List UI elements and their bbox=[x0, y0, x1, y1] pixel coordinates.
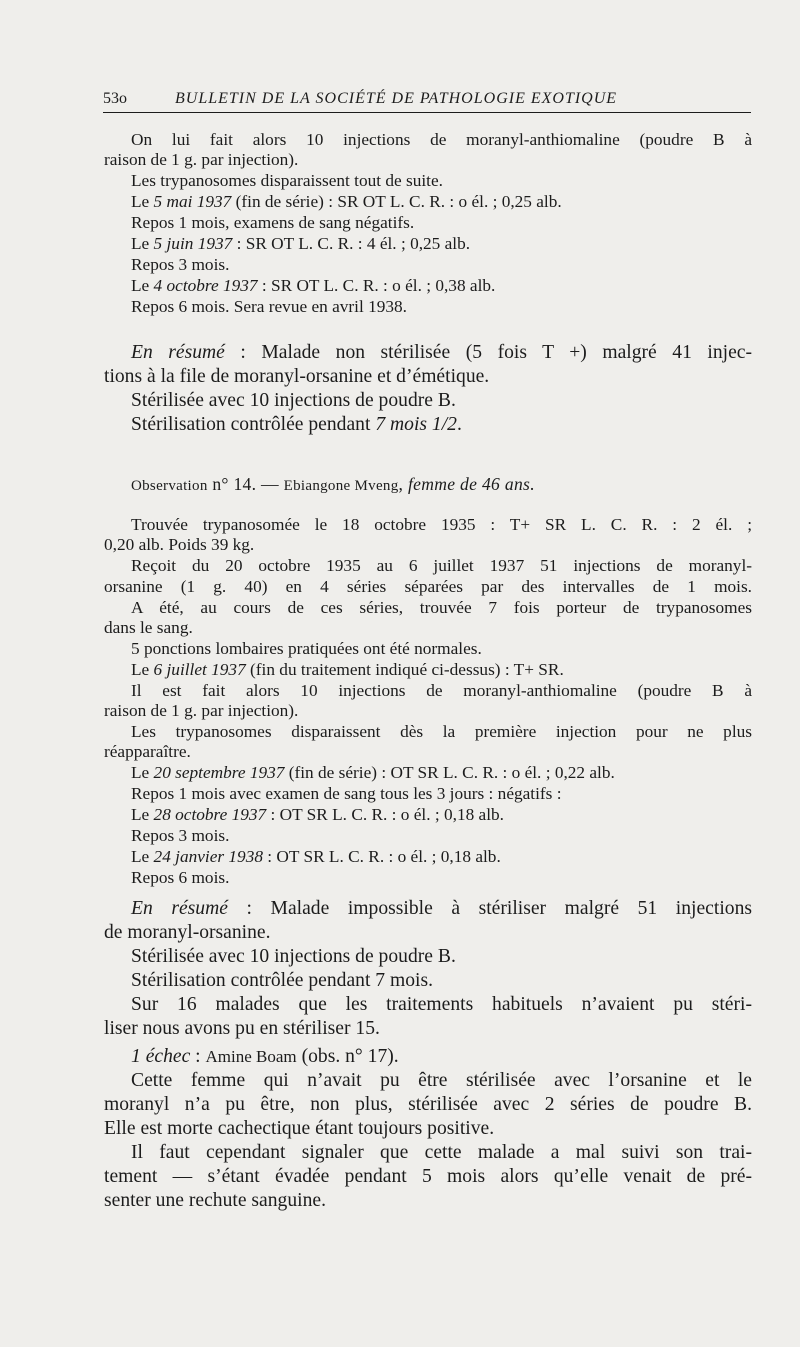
text-line: Le 6 juillet 1937 (fin du traitement indiqué ci-dessus) : T+ SR. bbox=[131, 660, 564, 679]
text-line: Repos 3 mois. bbox=[131, 826, 230, 845]
summary-line: Stérilisée avec 10 injections de poudre B. bbox=[131, 390, 456, 411]
summary-line: moranyl n’a pu être, non plus, stérilisée avec 2 séries de poudre B. bbox=[104, 1094, 752, 1115]
text-line: Trouvée trypanosomée le 18 octobre 1935 : T+ SR L. C. R. : 2 él. ; bbox=[131, 515, 752, 534]
text-line: Repos 6 mois. bbox=[131, 868, 230, 887]
text-line: Le 5 juin 1937 : SR OT L. C. R. : 4 él. ; 0,25 alb. bbox=[131, 234, 471, 253]
text-line: Le 24 janvier 1938 : OT SR L. C. R. : o él. ; 0,18 alb. bbox=[131, 847, 501, 866]
observation-heading: Observation n° 14. — Ebiangone Mveng, femme de 46 ans. bbox=[131, 474, 535, 494]
text-line: Les trypanosomes disparaissent dès la première injection pour ne plus bbox=[131, 722, 752, 741]
text-line: 0,20 alb. Poids 39 kg. bbox=[104, 535, 255, 554]
summary-line: 1 échec : Amine Boam (obs. n° 17). bbox=[131, 1046, 399, 1067]
text-line: Repos 1 mois avec examen de sang tous les 3 jours : négatifs : bbox=[131, 784, 562, 803]
text-line: Reçoit du 20 octobre 1935 au 6 juillet 1937 51 injections de moranyl- bbox=[131, 556, 752, 575]
text-line: Repos 1 mois, examens de sang négatifs. bbox=[131, 213, 415, 232]
summary-line: Elle est morte cachectique étant toujours positive. bbox=[104, 1118, 495, 1139]
text-line: 5 ponctions lombaires pratiquées ont été normales. bbox=[131, 639, 482, 658]
summary-line: Cette femme qui n’avait pu être stérilisée avec l’orsanine et le bbox=[131, 1070, 752, 1091]
text-line: Il est fait alors 10 injections de moranyl-anthiomaline (poudre B à bbox=[131, 681, 752, 700]
summary-line: Il faut cependant signaler que cette malade a mal suivi son trai- bbox=[131, 1142, 752, 1163]
page-header bbox=[103, 88, 751, 113]
text-line: On lui fait alors 10 injections de moranyl-anthiomaline (poudre B à bbox=[131, 130, 752, 149]
running-title: BULLETIN DE LA SOCIÉTÉ DE PATHOLOGIE EXOTIQUE bbox=[175, 90, 618, 107]
summary-line: Stérilisation contrôlée pendant 7 mois. bbox=[131, 970, 434, 991]
summary-line: tement — s’étant évadée pendant 5 mois alors qu’elle venait de pré- bbox=[104, 1166, 752, 1187]
text-line: dans le sang. bbox=[104, 618, 193, 637]
text-line: Les trypanosomes disparaissent tout de suite. bbox=[131, 171, 443, 190]
summary-line: senter une rechute sanguine. bbox=[104, 1190, 326, 1211]
summary-line: Stérilisation contrôlée pendant 7 mois 1/2. bbox=[131, 414, 462, 435]
text-line: réapparaître. bbox=[104, 742, 191, 761]
text-line: raison de 1 g. par injection). bbox=[104, 701, 299, 720]
summary-line: liser nous avons pu en stériliser 15. bbox=[104, 1018, 380, 1039]
text-line: Le 4 octobre 1937 : SR OT L. C. R. : o él. ; 0,38 alb. bbox=[131, 276, 496, 295]
summary-line: En résumé : Malade non stérilisée (5 fois T +) malgré 41 injec- bbox=[131, 342, 752, 363]
text-line: A été, au cours de ces séries, trouvée 7 fois porteur de trypanosomes bbox=[131, 598, 752, 617]
summary-line: En résumé : Malade impossible à stériliser malgré 51 injections bbox=[131, 898, 752, 919]
text-line: raison de 1 g. par injection). bbox=[104, 150, 299, 169]
summary-line: de moranyl-orsanine. bbox=[104, 922, 271, 943]
summary-line: Sur 16 malades que les traitements habituels n’avaient pu stéri- bbox=[131, 994, 752, 1015]
text-line: orsanine (1 g. 40) en 4 séries séparées par des intervalles de 1 mois. bbox=[104, 577, 752, 596]
page-number: 53o bbox=[103, 90, 127, 107]
text-line: Le 20 septembre 1937 (fin de série) : OT SR L. C. R. : o él. ; 0,22 alb. bbox=[131, 763, 615, 782]
text-line: Repos 6 mois. Sera revue en avril 1938. bbox=[131, 297, 407, 316]
summary-line: Stérilisée avec 10 injections de poudre B. bbox=[131, 946, 456, 967]
text-line: Le 5 mai 1937 (fin de série) : SR OT L. C. R. : o él. ; 0,25 alb. bbox=[131, 192, 562, 211]
text-line: Le 28 octobre 1937 : OT SR L. C. R. : o él. ; 0,18 alb. bbox=[131, 805, 504, 824]
summary-line: tions à la file de moranyl-orsanine et d’émétique. bbox=[104, 366, 490, 387]
text-line: Repos 3 mois. bbox=[131, 255, 230, 274]
